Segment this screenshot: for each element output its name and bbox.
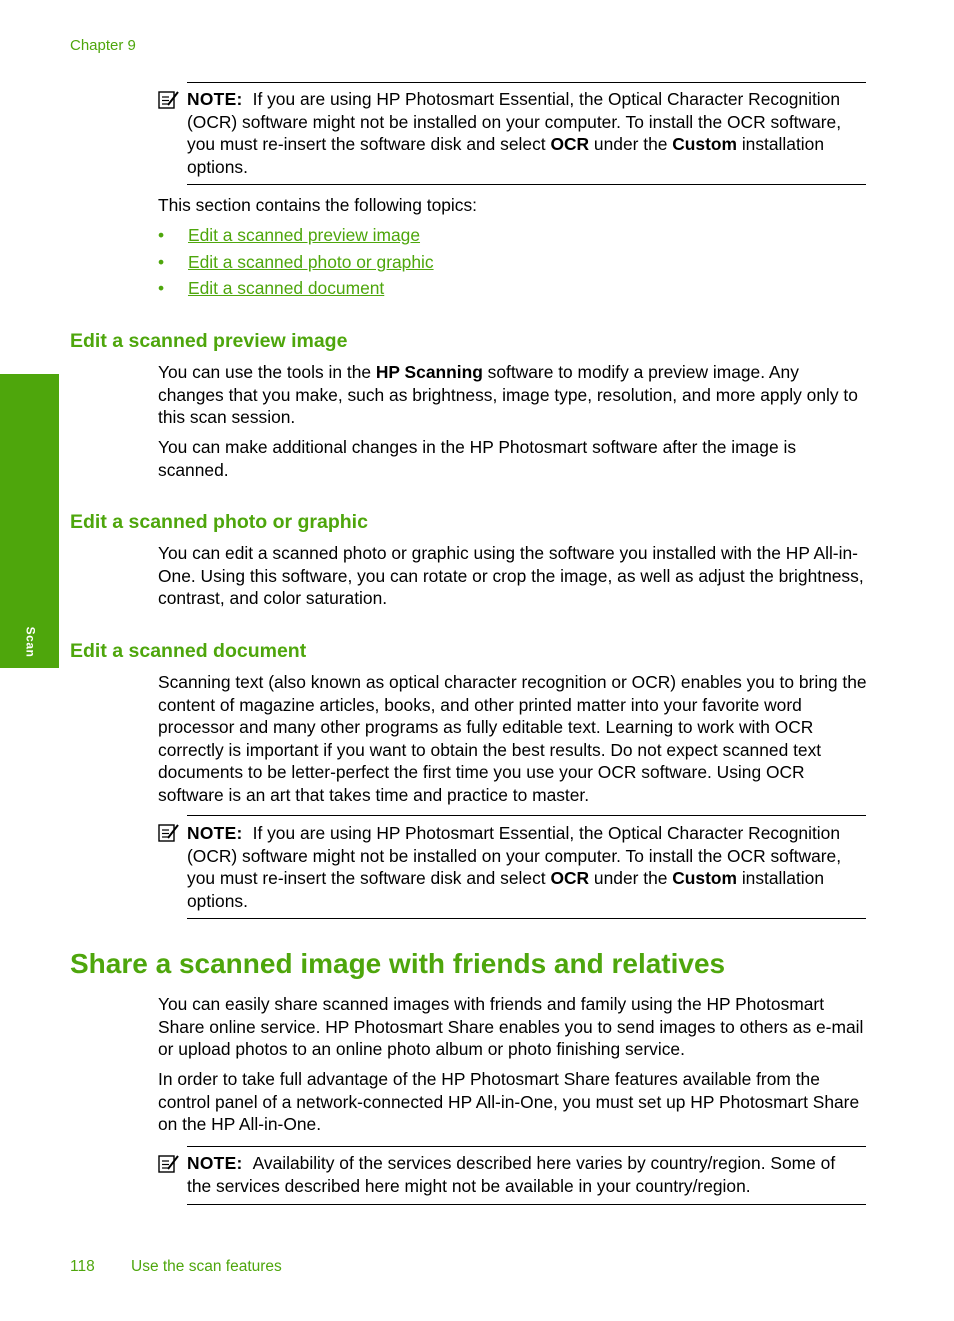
topic-link-document[interactable]: Edit a scanned document xyxy=(188,278,385,298)
paragraph: In order to take full advantage of the HP Photosmart Share features available from the control panel of a network-connected HP All-in-One, you must set up HP Photosmart Share on the HP All-in-One. xyxy=(158,1069,860,1134)
bullet-dot: • xyxy=(158,252,165,272)
topic-link-preview[interactable]: Edit a scanned preview image xyxy=(188,225,421,245)
note-label: NOTE: xyxy=(187,823,243,843)
paragraph: Scanning text (also known as optical character recognition or OCR) enables you to bring the content of magazine articles, books, and other printed matter into your favorite word processor and many other programs as fully editable text. Learning to work with OCR correctly is important if you want to obtain the best results. Do not expect scanned text documents to be letter-perfect the first time you use your OCR software. Using OCR software is an art that takes time and practice to master. xyxy=(158,672,867,805)
bullet-dot: • xyxy=(158,225,165,245)
paragraph: You can edit a scanned photo or graphic using the software you installed with the HP All-in-One. Using this software, you can rotate or crop the image, as well as adjust the brightness, contrast, and color saturation. xyxy=(158,543,864,608)
ocr-keyword: OCR xyxy=(550,134,590,154)
note-label: NOTE: xyxy=(187,89,243,109)
note-text xyxy=(187,88,866,178)
note-line: If you are using HP Photosmart Essential, the Optical Character Recognition xyxy=(252,823,841,843)
chapter-label: Chapter 9 xyxy=(70,37,136,54)
note-bottom-rule xyxy=(187,1204,866,1205)
note-bottom-rule xyxy=(187,184,866,185)
custom-keyword: Custom xyxy=(672,134,737,154)
paragraph xyxy=(158,361,868,429)
section-heading-document: Edit a scanned document xyxy=(70,640,307,662)
ocr-keyword: OCR xyxy=(550,868,590,888)
note-line: you must re-insert the software disk and select xyxy=(187,134,551,154)
note-line: (OCR) software might not be installed on your computer. To install the OCR software, xyxy=(187,845,842,866)
section-heading-preview: Edit a scanned preview image xyxy=(70,330,348,352)
note-line: under the xyxy=(589,868,673,888)
topic-link-photo[interactable]: Edit a scanned photo or graphic xyxy=(188,252,434,272)
side-tab-label: Scan xyxy=(22,626,37,658)
share-heading: Share a scanned image with friends and relatives xyxy=(70,948,726,979)
note-icon xyxy=(158,90,180,110)
note-line: (OCR) software might not be installed on your computer. To install the OCR software, xyxy=(187,111,842,132)
note-line: you must re-insert the software disk and select xyxy=(187,868,551,888)
note-line: installation xyxy=(736,868,824,888)
note-line: options. xyxy=(187,890,248,911)
note-line: options. xyxy=(187,156,248,177)
note-line: installation xyxy=(736,134,824,154)
bullet-dot: • xyxy=(158,278,165,298)
note-line: If you are using HP Photosmart Essential, the Optical Character Recognition xyxy=(252,89,841,109)
text: You can use the tools in the xyxy=(158,362,376,382)
note-box xyxy=(158,1146,866,1206)
note-text xyxy=(187,822,866,912)
note-text xyxy=(187,1152,866,1197)
note-label: NOTE: xyxy=(187,1153,243,1173)
note-top-rule xyxy=(187,1146,866,1147)
note-line: under the xyxy=(589,134,673,154)
paragraph: You can make additional changes in the HP Photosmart software after the image is scanned. xyxy=(158,437,797,480)
paragraph: You can easily share scanned images with friends and family using the HP Photosmart Share online service. HP Photosmart Share enables you to send images to others as e-mail or upload photos to an online photo album or photo finishing service. xyxy=(158,994,864,1059)
side-tab xyxy=(0,374,59,668)
note-line: Availability of the services described here varies by country/region. Some of xyxy=(252,1153,836,1173)
text: software to modify a preview image. Any changes that you make, such as brightness, image type, resolution, and more apply only to this scan session. xyxy=(158,362,858,427)
footer-title: Use the scan features xyxy=(131,1258,282,1275)
intro-text: This section contains the following topics: xyxy=(158,195,477,215)
note-top-rule xyxy=(187,815,866,816)
note-icon xyxy=(158,823,180,843)
hp-scanning-keyword: HP Scanning xyxy=(375,362,483,382)
section-heading-photo: Edit a scanned photo or graphic xyxy=(70,511,368,533)
custom-keyword: Custom xyxy=(672,868,737,888)
note-icon xyxy=(158,1154,180,1174)
note-bottom-rule xyxy=(187,918,866,919)
note-top-rule xyxy=(187,82,866,83)
note-line: the services described here might not be available in your country/region. xyxy=(187,1175,751,1196)
note-box xyxy=(158,82,866,186)
note-box xyxy=(158,815,866,919)
page-number: 118 xyxy=(70,1258,95,1275)
